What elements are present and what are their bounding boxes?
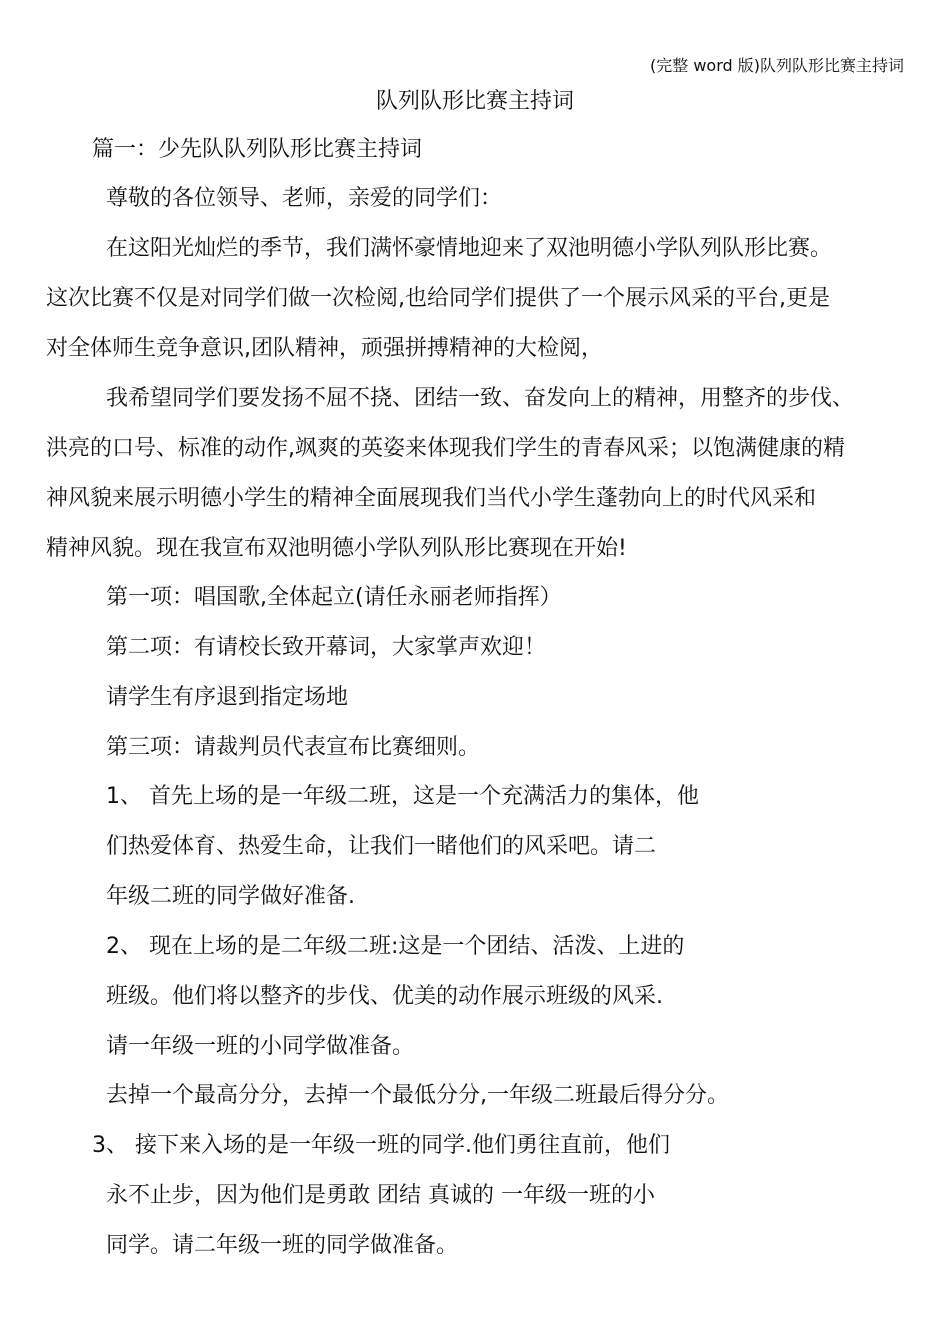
list-item-line: 1、 首先上场的是一年级二班，这是一个充满活力的集体，他 [106,784,699,809]
paragraph-line: 这次比赛不仅是对同学们做一次检阅,也给同学们提供了一个展示风采的平台,更是 [46,286,830,311]
greeting-line: 尊敬的各位领导、老师，亲爱的同学们： [106,186,503,211]
paragraph-line: 我希望同学们要发扬不屈不挠、团结一致、奋发向上的精神，用整齐的步伐、 [106,386,855,411]
program-item: 第三项：请裁判员代表宣布比赛细则。 [106,735,481,760]
list-item-line: 去掉一个最高分分，去掉一个最低分分,一年级二班最后得分分。 [106,1083,729,1108]
paragraph-line: 在这阳光灿烂的季节，我们满怀豪情地迎来了双池明德小学队列队形比赛。 [106,236,833,261]
program-item: 第一项：唱国歌,全体起立(请任永丽老师指挥） [106,585,562,610]
program-item: 请学生有序退到指定场地 [106,685,349,710]
list-item-line: 3、 接下来入场的是一年级一班的同学.他们勇往直前，他们 [92,1133,670,1158]
paragraph-line: 洪亮的口号、标准的动作,飒爽的英姿来体现我们学生的青春风采；以饱满健康的精 [46,436,845,461]
paragraph-line: 精神风貌。现在我宣布双池明德小学队列队形比赛现在开始! [46,536,627,561]
paragraph-line: 对全体师生竞争意识,团队精神，顽强拼搏精神的大检阅， [46,336,603,361]
page-header: (完整 word 版)队列队形比赛主持词 [650,56,904,75]
list-item-line: 2、 现在上场的是二年级二班:这是一个团结、活泼、上进的 [106,934,685,959]
list-item-line: 们热爱体育、热爱生命，让我们一睹他们的风采吧。请二 [106,834,657,859]
document-title: 队列队形比赛主持词 [375,89,574,114]
list-item-line: 班级。他们将以整齐的步伐、优美的动作展示班级的风采. [106,984,663,1009]
list-item-line: 年级二班的同学做好准备. [106,884,355,909]
list-item-line: 同学。请二年级一班的同学做准备。 [106,1233,459,1258]
program-item: 第二项：有请校长致开幕词，大家掌声欢迎！ [106,635,547,660]
list-item-line: 永不止步，因为他们是勇敢 团结 真诚的 一年级一班的小 [106,1183,655,1208]
section-heading: 篇一：少先队队列队形比赛主持词 [92,137,423,162]
list-item-line: 请一年级一班的小同学做准备。 [106,1034,415,1059]
paragraph-line: 神风貌来展示明德小学生的精神全面展现我们当代小学生蓬勃向上的时代风采和 [46,486,817,511]
